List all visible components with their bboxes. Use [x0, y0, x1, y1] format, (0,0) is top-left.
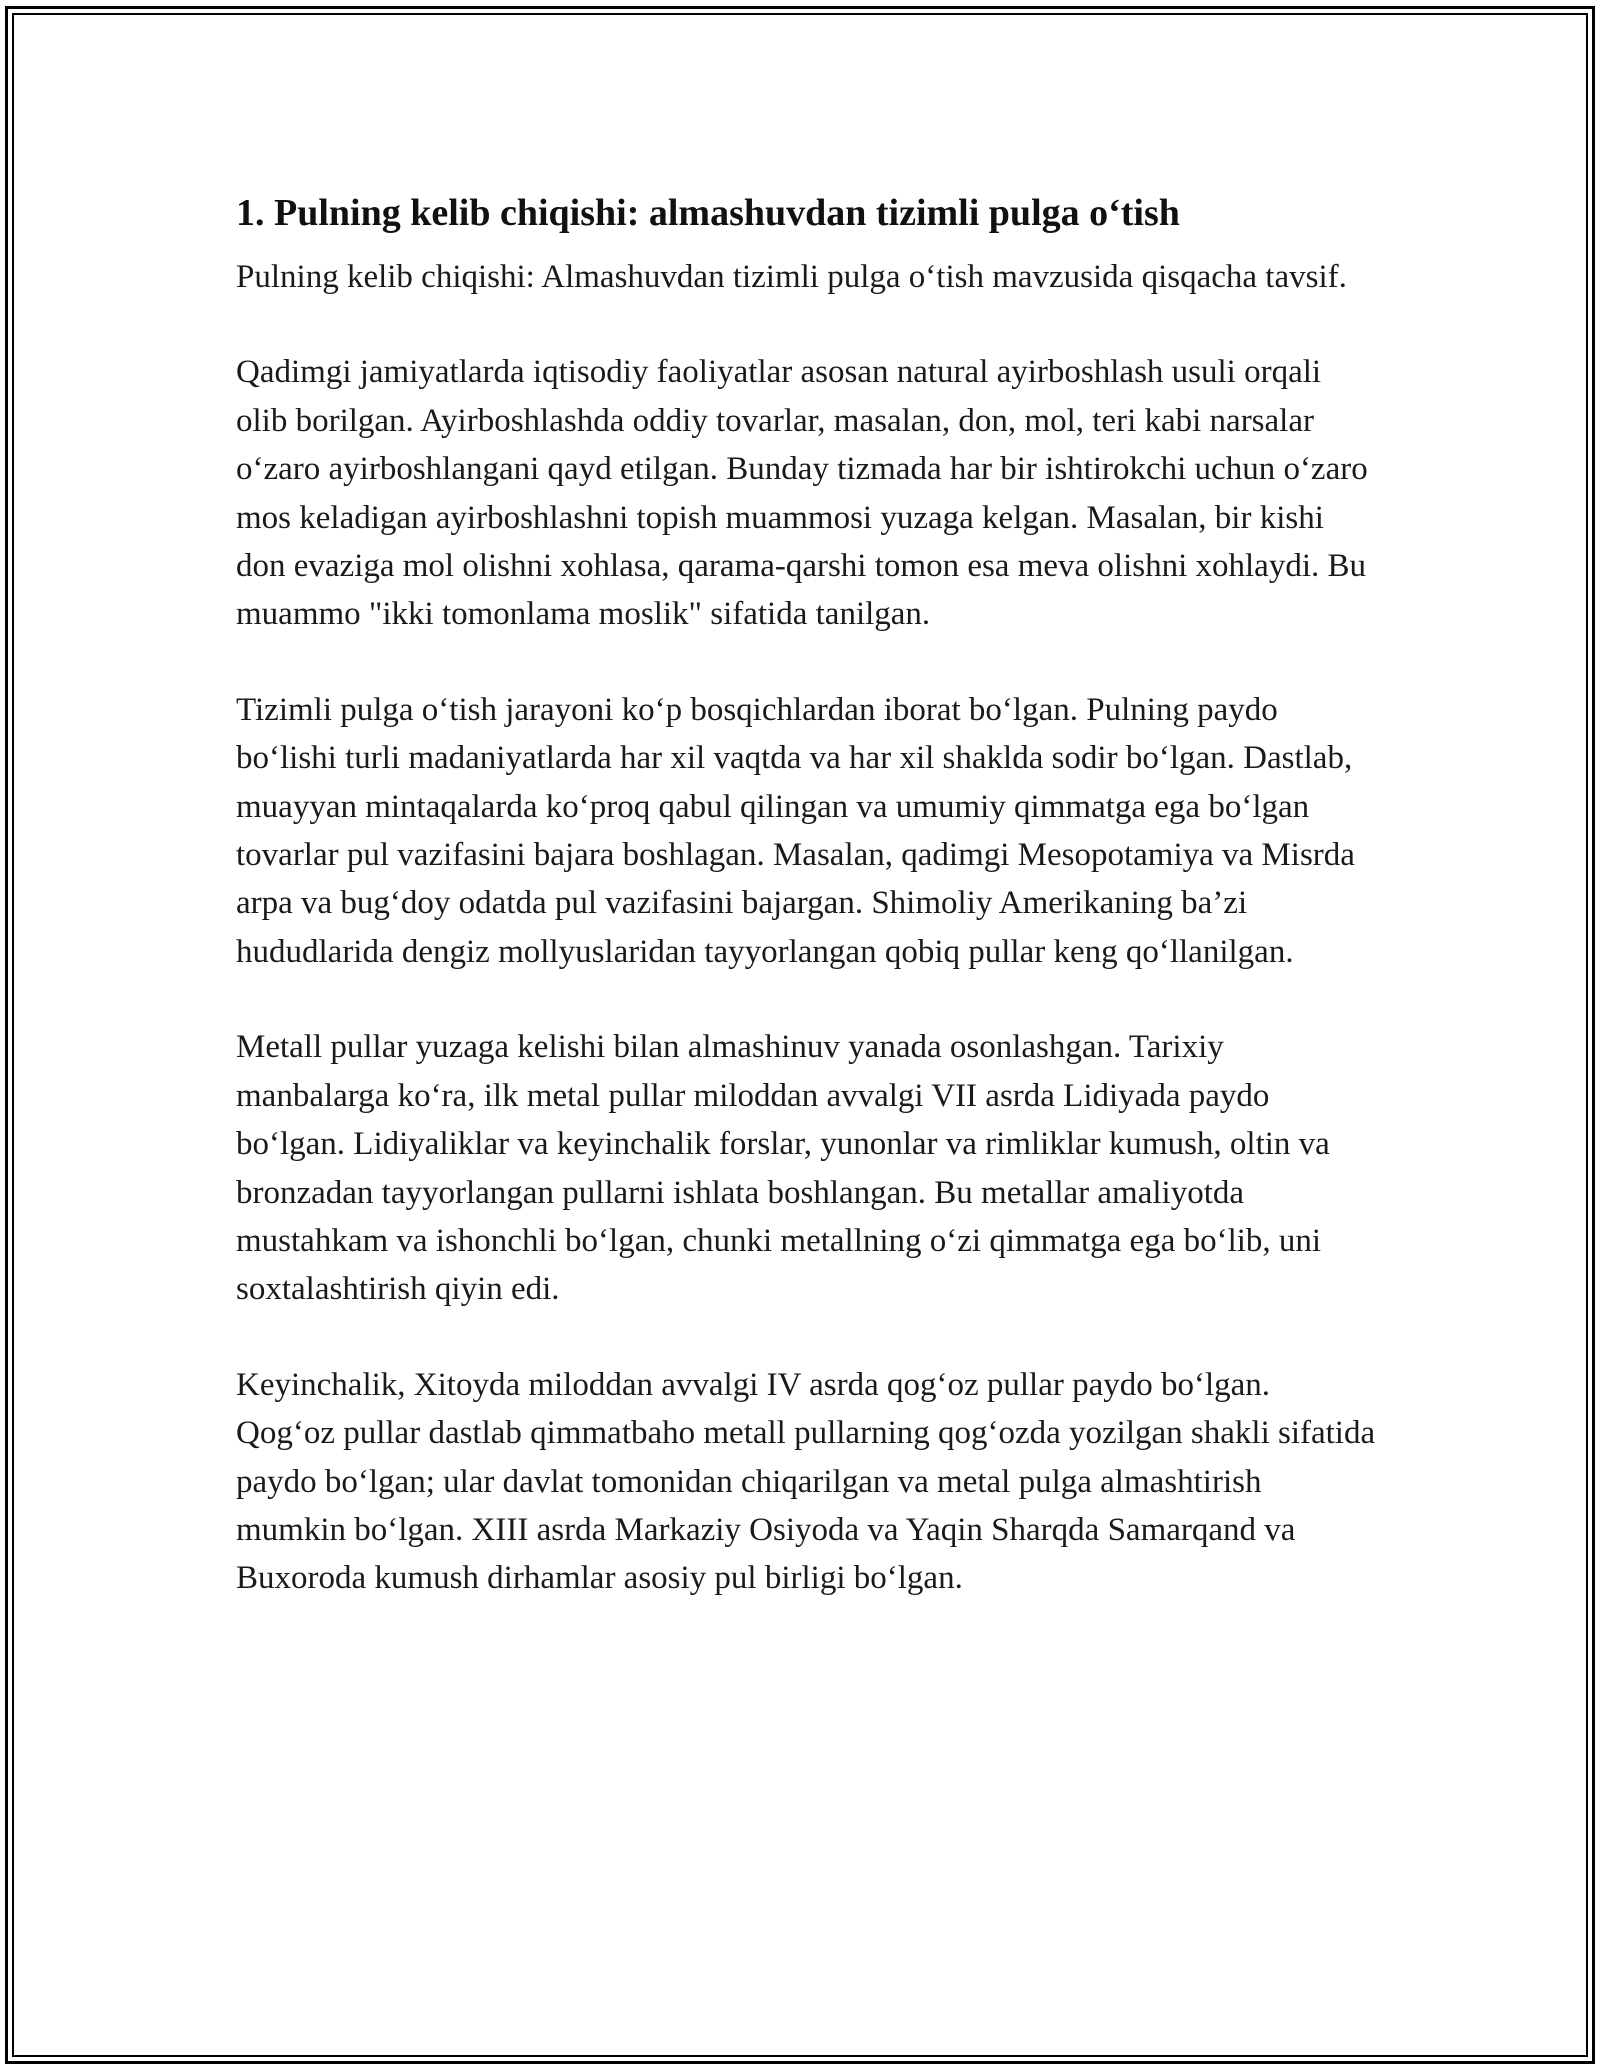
document-body — [236, 186, 1376, 1650]
paragraph-paper-money: Keyinchalik, Xitoyda miloddan avvalgi IV asrda qog‘oz pullar paydo bo‘lgan. Qog‘oz pullar dastlab qimmatbaho metall pullarning qog‘ozda yozilgan shakli sifatida paydo bo‘lgan; ular davlat tomonidan chiqarilgan va metal pulga almashtirish mumkin bo‘lgan. XIII asrda Markaziy Osiyoda va Yaqin Sharqda Samarqand va Buxoroda kumush dirhamlar asosiy pul birligi bo‘lgan. — [236, 1366, 1376, 1597]
section-title: 1. Pulning kelib chiqishi: almashuvdan tizimli pulga o‘tish — [236, 192, 1180, 234]
paragraph-commodity-money: Tizimli pulga o‘tish jarayoni ko‘p bosqichlardan iborat bo‘lgan. Pulning paydo bo‘lishi turli madaniyatlarda har xil vaqtda va har xil shaklda sodir bo‘lgan. Dastlab, muayyan mintaqalarda ko‘proq qabul qilingan va umumiy qimmatga ega bo‘lgan tovarlar pul vazifasini bajara boshlagan. Masalan, qadimgi Mesopotamiya va Misrda arpa va bug‘doy odatda pul vazifasini bajargan. Shimoliy Amerikaning ba’zi hududlarida dengiz mollyuslaridan tayyorlangan qobiq pullar keng qo‘llanilgan. — [236, 691, 1355, 970]
paragraph-metal-money: Metall pullar yuzaga kelishi bilan almashinuv yanada osonlashgan. Tarixiy manbalarga ko‘ra, ilk metal pullar miloddan avvalgi VII asrda Lidiyada paydo bo‘lgan. Lidiyaliklar va keyinchalik forslar, yunonlar va rimliklar kumush, oltin va bronzadan tayyorlangan pullarni ishlata boshlangan. Bu metallar amaliyotda mustahkam va ishonchli bo‘lgan, chunki metallning o‘zi qimmatga ega bo‘lib, uni soxtalashtirish qiyin edi. — [236, 1029, 1330, 1308]
paragraph-intro: Pulning kelib chiqishi: Almashuvdan tizimli pulga o‘tish mavzusida qisqacha tavsif. — [236, 259, 1347, 295]
paragraph-barter: Qadimgi jamiyatlarda iqtisodiy faoliyatlar asosan natural ayirboshlash usuli orqali olib borilgan. Ayirboshlashda oddiy tovarlar, masalan, don, mol, teri kabi narsalar o‘zaro ayirboshlangani qayd etilgan. Bunday tizmada har bir ishtirokchi uchun o‘zaro mos keladigan ayirboshlashni topish muammosi yuzaga kelgan. Masalan, bir kishi don evaziga mol olishni xohlasa, qarama-qarshi tomon esa meva olishni xohlaydi. Bu muammo "ikki tomonlama moslik" sifatida tanilgan. — [236, 354, 1368, 633]
